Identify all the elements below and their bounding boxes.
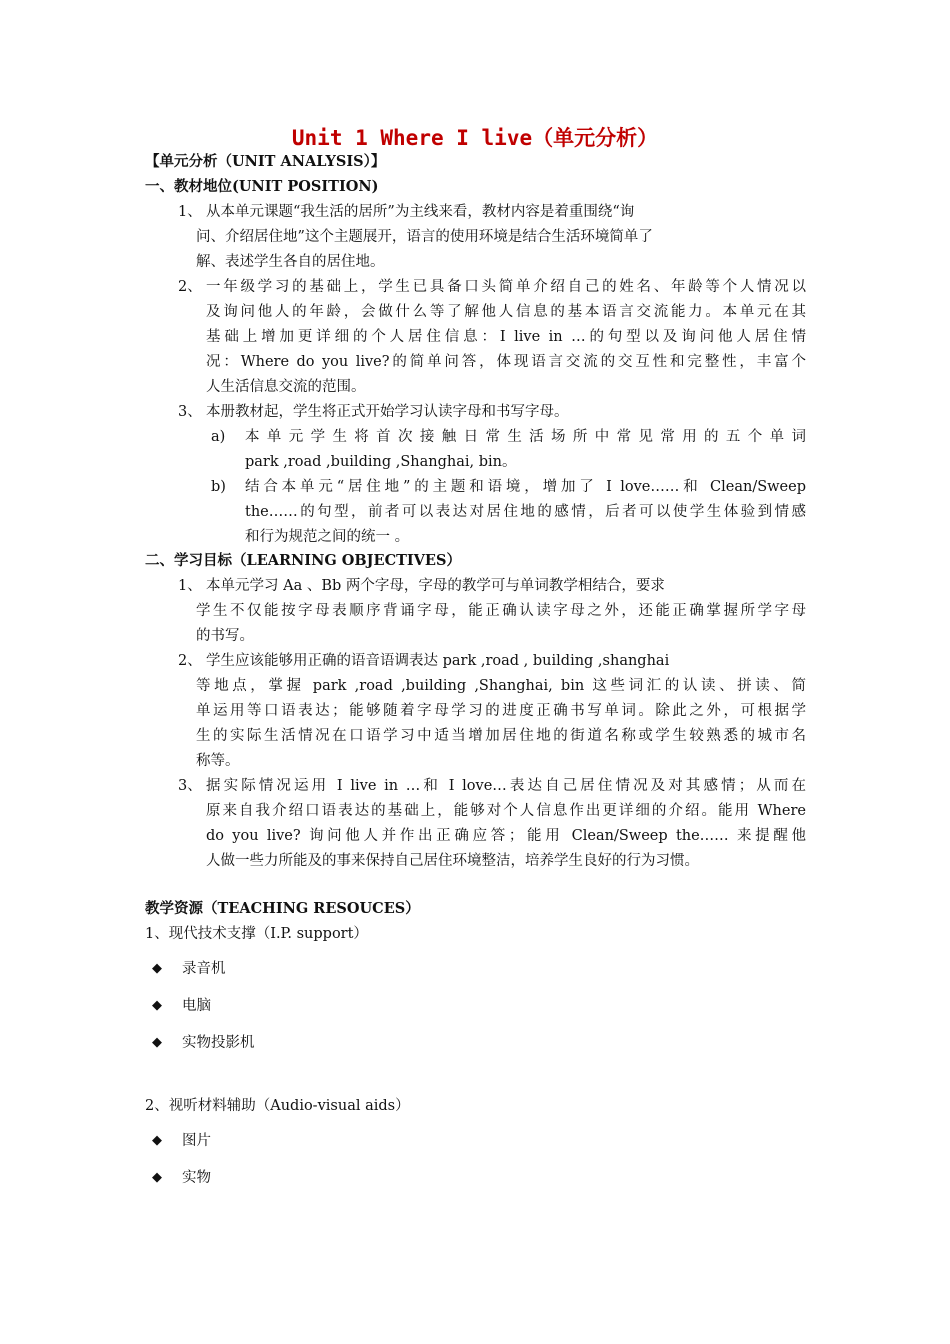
resources-group1-title: 1、现代技术支撑（I.P. support） [145, 926, 368, 942]
section2-heading: 二、学习目标（LEARNING OBJECTIVES） [145, 552, 461, 569]
section2-item3-line: do you live? 询问他人并作出正确应答；能用 Clean/Sweep the…… 来提醒他 [206, 828, 806, 844]
section1-item2-line: 及询问他人的年龄，会做什么等了解他人信息的基本语言交流能力。本单元在其 [206, 304, 806, 320]
sub-item-a-label: a) [211, 429, 226, 445]
section2-item2-line: 生的实际生活情况在口语学习中适当增加居住地的街道名称或学生较熟悉的城市名 [196, 728, 806, 744]
section1-item2-line: 一年级学习的基础上，学生已具备口头简单介绍自己的姓名、年龄等个人情况以 [206, 279, 806, 295]
section1-item1-line: 从本单元课题“我生活的居所”为主线来看，教材内容是着重围绕“询 [206, 204, 635, 220]
section1-item2-line: 人生活信息交流的范围。 [206, 379, 366, 395]
document-title: Unit 1 Where I live（单元分析） [291, 126, 659, 150]
sub-item-b-line: the……的句型，前者可以表达对居住地的感情，后者可以使学生体验到情感 [245, 504, 806, 520]
diamond-bullet-icon: ◆ [152, 1035, 162, 1050]
section1-heading: 一、教材地位(UNIT POSITION) [145, 178, 379, 195]
section2-item2-line: 学生应该能够用正确的语音语调表达 park ,road , building ,shanghai [206, 653, 670, 669]
section2-item1-line: 学生不仅能按字母表顺序背诵字母，能正确认读字母之外，还能正确掌握所学字母 [196, 603, 806, 619]
resources-group2-title: 2、视听材料辅助（Audio-visual aids） [145, 1098, 410, 1114]
section1-item1-number: 1、 [178, 204, 202, 220]
diamond-bullet-icon: ◆ [152, 1133, 162, 1148]
sub-item-a-line: park ,road ,building ,Shanghai, bin。 [245, 454, 517, 470]
section2-item1-line: 的书写。 [196, 628, 254, 644]
section1-item3-number: 3、 [178, 404, 202, 420]
sub-item-a-line: 本单元学生将首次接触日常生活场所中常见常用的五个单词 [245, 429, 806, 445]
section2-item1-number: 1、 [178, 578, 202, 594]
resource-list-item: 实物 [182, 1170, 211, 1186]
section2-item3-line: 人做一些力所能及的事来保持自己居住环境整洁，培养学生良好的行为习惯。 [206, 853, 699, 869]
diamond-bullet-icon: ◆ [152, 961, 162, 976]
resources-heading: 教学资源（TEACHING RESOUCES） [145, 900, 420, 917]
section2-item2-line: 单运用等口语表达；能够随着字母学习的进度正确书写单词。除此之外，可根据学 [196, 703, 806, 719]
section1-item3-line: 本册教材起，学生将正式开始学习认读字母和书写字母。 [206, 404, 569, 420]
sub-item-b-line: 和行为规范之间的统一 。 [245, 529, 410, 545]
section2-item1-line: 本单元学习 Aa 、Bb 两个字母，字母的教学可与单词教学相结合，要求 [206, 578, 665, 594]
section1-item2-line: 基础上增加更详细的个人居住信息：I live in …的句型以及询问他人居住情 [206, 329, 806, 345]
section1-item1-line: 问、介绍居住地”这个主题展开，语言的使用环境是结合生活环境简单了 [196, 229, 653, 245]
resource-list-item: 电脑 [182, 998, 211, 1014]
section1-item2-number: 2、 [178, 279, 202, 295]
diamond-bullet-icon: ◆ [152, 998, 162, 1013]
resource-list-item: 实物投影机 [182, 1035, 255, 1051]
section2-item3-line: 原来自我介绍口语表达的基础上，能够对个人信息作出更详细的介绍。能用 Where [206, 803, 806, 819]
analysis-header: 【单元分析（UNIT ANALYSIS）】 [145, 153, 386, 170]
section2-item3-number: 3、 [178, 778, 202, 794]
section1-item1-line: 解、表述学生各自的居住地。 [196, 254, 385, 270]
section1-item2-line: 况：Where do you live?的简单问答，体现语言交流的交互性和完整性，丰富个 [206, 354, 806, 370]
resource-list-item: 图片 [182, 1133, 211, 1149]
resource-list-item: 录音机 [182, 961, 226, 977]
sub-item-b-label: b) [211, 479, 226, 495]
section2-item2-number: 2、 [178, 653, 202, 669]
section2-item2-line: 等地点，掌握 park ,road ,building ,Shanghai, bin 这些词汇的认读、拼读、简 [196, 678, 806, 694]
sub-item-b-line: 结合本单元“居住地”的主题和语境，增加了 I love……和 Clean/Sweep [245, 479, 806, 495]
section2-item2-line: 称等。 [196, 753, 240, 769]
section2-item3-line: 据实际情况运用 I live in …和 I love…表达自己居住情况及对其感情；从而在 [206, 778, 806, 794]
diamond-bullet-icon: ◆ [152, 1170, 162, 1185]
